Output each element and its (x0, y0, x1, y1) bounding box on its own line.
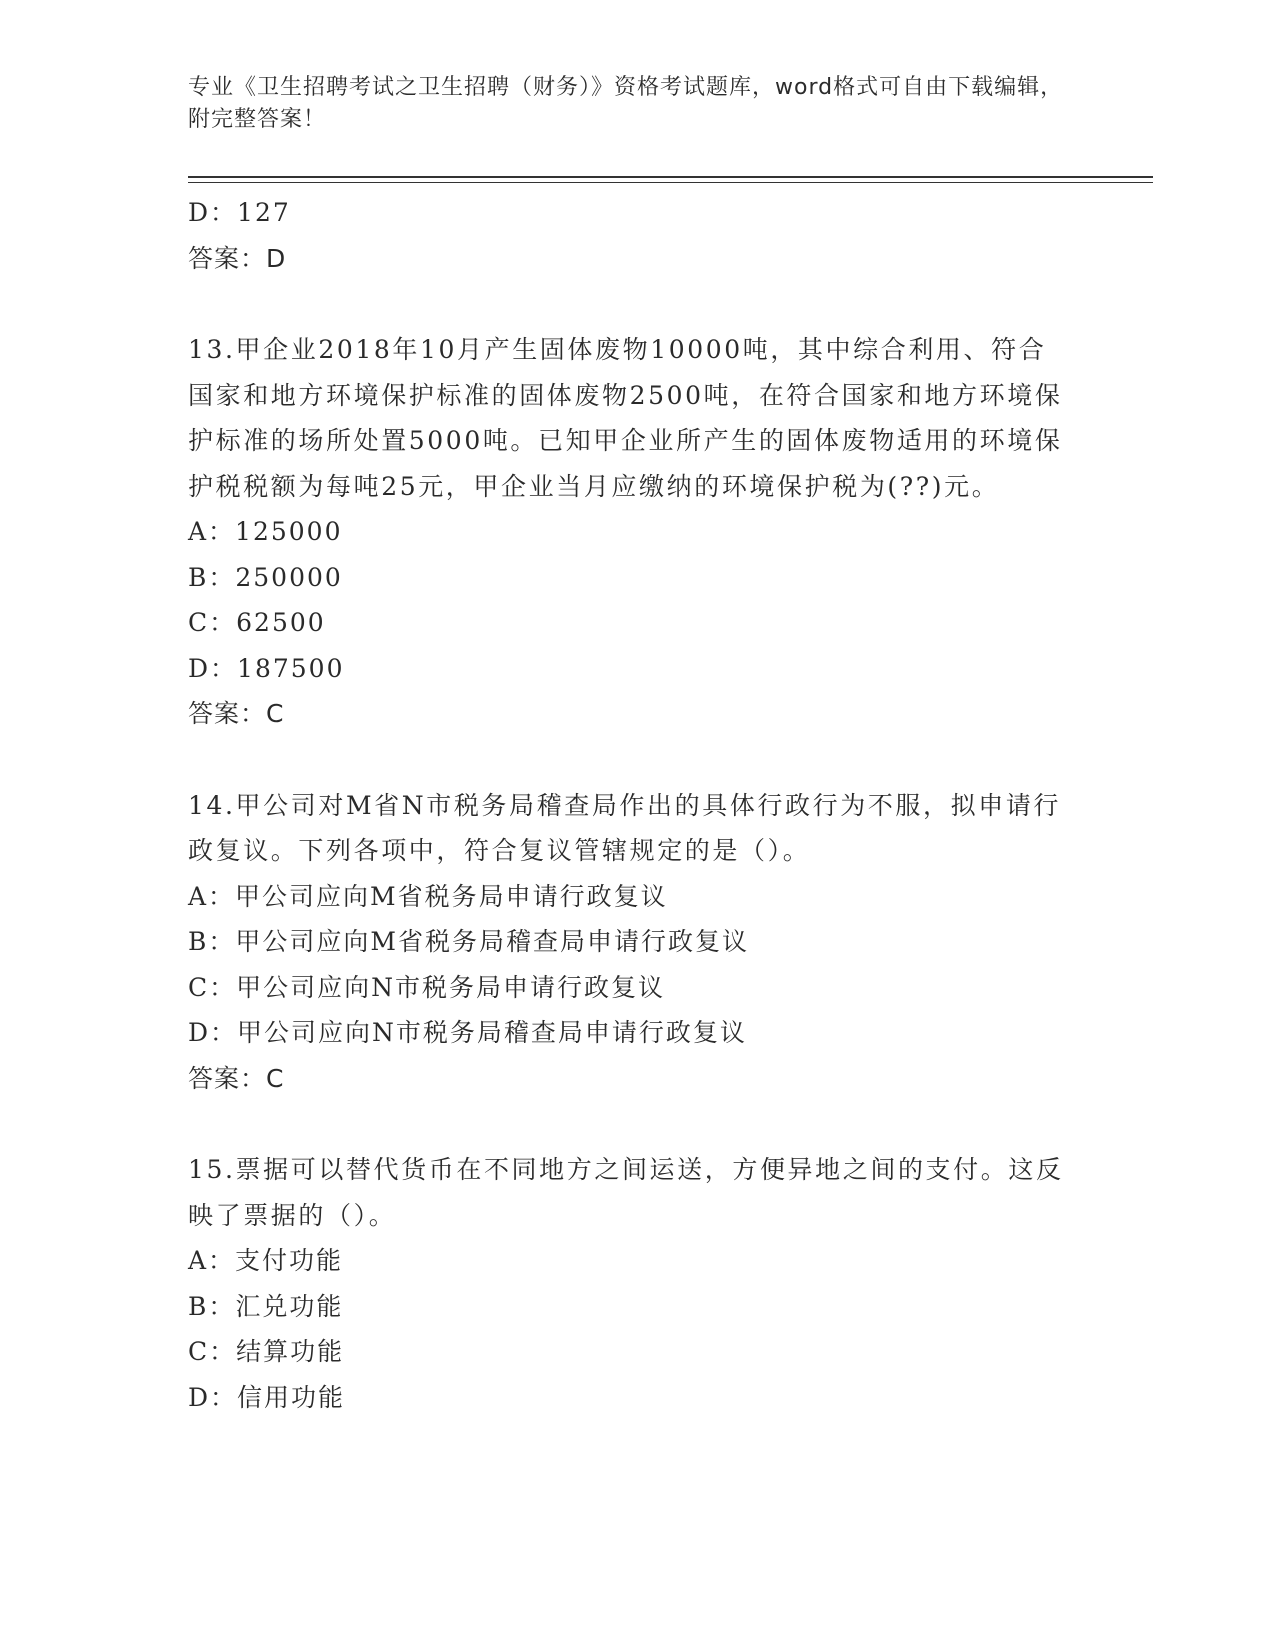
page-header: 专业《卫生招聘考试之卫生招聘（财务）》资格考试题库，word格式可自由下载编辑，附完整答案！ (188, 75, 1064, 132)
question-15 (188, 1147, 1068, 1420)
option-d: D：127 (188, 198, 291, 227)
option-c: C：结算功能 (188, 1337, 345, 1366)
option-d: D：甲公司应向N市税务局稽查局申请行政复议 (188, 1018, 747, 1047)
option-a: A：125000 (188, 517, 343, 546)
question-14 (188, 783, 1068, 1102)
question-13 (188, 327, 1068, 737)
option-d: D：信用功能 (188, 1382, 346, 1412)
answer-line: 答案：C (188, 1063, 285, 1093)
option-c: C：甲公司应向N市税务局申请行政复议 (188, 972, 666, 1002)
option-a: A：支付功能 (188, 1246, 344, 1275)
header-divider-thin (188, 182, 1153, 183)
question-stem: 13.甲企业2018年10月产生固体废物10000吨，其中综合利用、符合国家和地方环境保护标准的固体废物2500吨，在符合国家和地方环境保护标准的场所处置5000吨。已知甲企业所产生的固体废物适用的环境保护税税额为每吨25元，甲企业当月应缴纳的环境保护税为(??)元。 (188, 335, 1063, 501)
option-b: B：甲公司应向M省税务局稽查局申请行政复议 (188, 927, 749, 956)
question-content (188, 190, 1068, 1420)
option-b: B：250000 (188, 562, 343, 592)
header-divider (188, 176, 1153, 178)
question-stem: 15.票据可以替代货币在不同地方之间运送，方便异地之间的支付。这反映了票据的（）。 (188, 1155, 1064, 1230)
option-b: B：汇兑功能 (188, 1291, 344, 1321)
option-d: D：187500 (188, 653, 345, 683)
option-c: C：62500 (188, 608, 326, 637)
question-stem: 14.甲公司对M省N市税务局稽查局作出的具体行政行为不服，拟申请行政复议。下列各项中，符合复议管辖规定的是（）。 (188, 790, 1062, 865)
answer-line: 答案：C (188, 699, 285, 728)
option-a: A：甲公司应向M省税务局申请行政复议 (188, 881, 668, 911)
answer-line: 答案：D (188, 243, 287, 273)
